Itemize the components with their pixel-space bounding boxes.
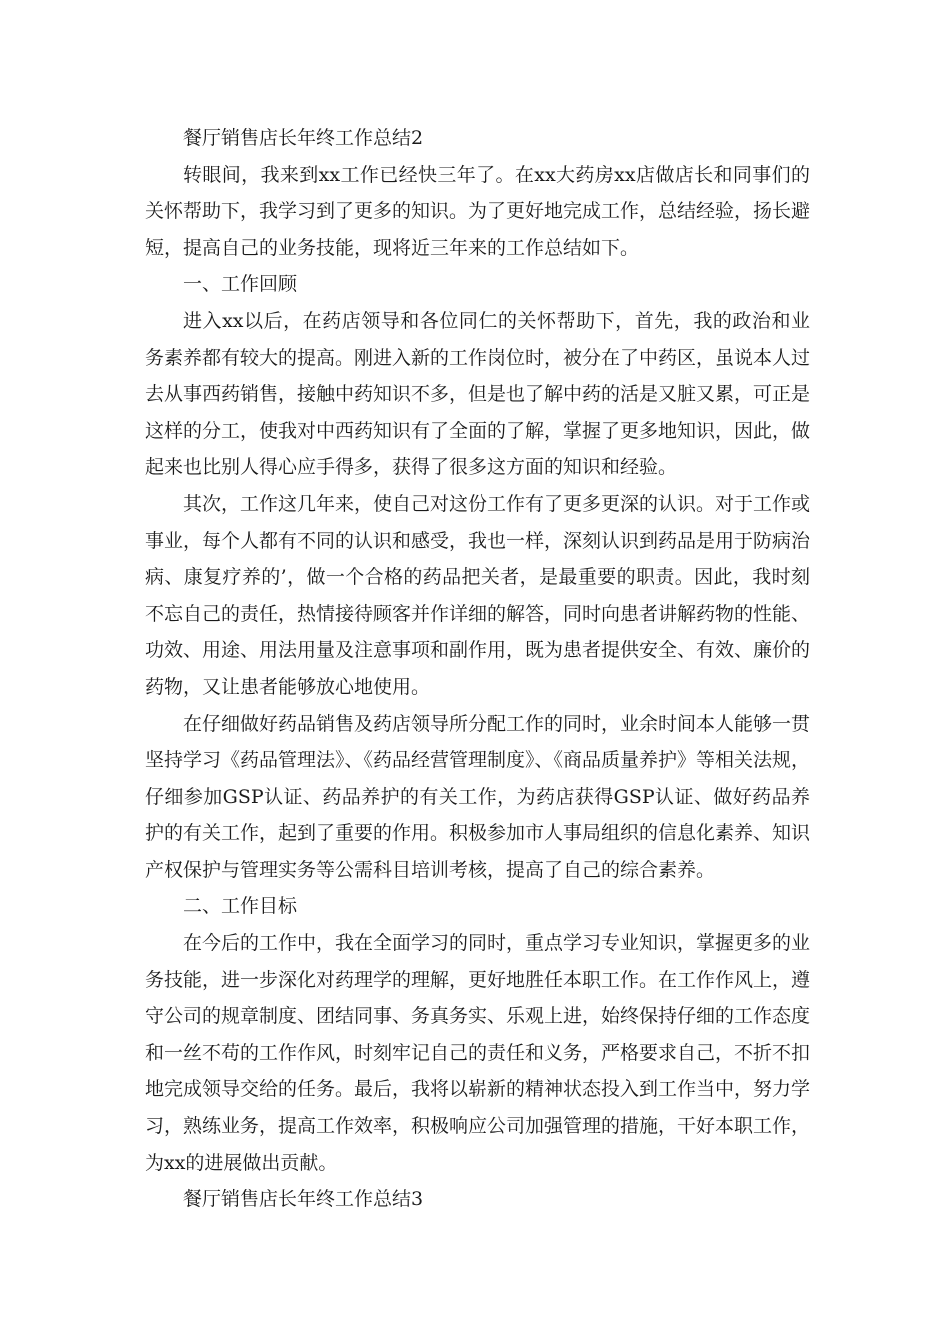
paragraph: 进入xx以后，在药店领导和各位同仁的关怀帮助下，首先，我的政治和业务素养都有较大的提高。刚进入新的工作岗位时，被分在了中药区，虽说本人过去从事西药销售，接触中药知识不多，但是也了解中药的活是又脏又累，可正是这样的分工，使我对中西药知识有了全面的了解，掌握了更多地知识，因此，做起来也比别人得心应手得多，获得了很多这方面的知识和经验。 (145, 309, 811, 479)
subsection-heading: 一、工作回顾 (183, 273, 298, 296)
paragraph: 转眼间，我来到xx工作已经快三年了。在xx大药房xx店做店长和同事们的关怀帮助下，我学习到了更多的知识。为了更好地完成工作，总结经验，扬长避短，提高自己的业务技能，现将近三年来的工作总结如下。 (145, 163, 811, 259)
paragraph: 在今后的工作中，我在全面学习的同时，重点学习专业知识，掌握更多的业务技能，进一步深化对药理学的理解，更好地胜任本职工作。在工作作风上，遵守公司的规章制度、团结同事、务真务实、乐观上进，始终保持仔细的工作态度和一丝不苟的工作作风，时刻牢记自己的责任和义务，严格要求自己，不折不扣地完成领导交给的任务。最后，我将以崭新的精神状态投入到工作当中，努力学习，熟练业务，提高工作效率，积极响应公司加强管理的措施，干好本职工作，为xx的进展做出贡献。 (145, 932, 811, 1174)
section-heading: 餐厅销售店长年终工作总结3 (183, 1188, 424, 1211)
section-heading: 餐厅销售店长年终工作总结2 (183, 127, 424, 149)
document-body (145, 120, 810, 1218)
subsection-heading: 二、工作目标 (183, 895, 298, 918)
paragraph: 在仔细做好药品销售及药店领导所分配工作的同时，业余时间本人能够一贯坚持学习《药品管理法》、《药品经营管理制度》、《商品质量养护》等相关法规，仔细参加GSP认证、药品养护的有关工作，为药店获得GSP认证、做好药品养护的有关工作，起到了重要的作用。积极参加市人事局组织的信息化素养、知识产权保护与管理实务等公需科目培训考核，提高了自己的综合素养。 (145, 712, 811, 881)
paragraph: 其次，工作这几年来，使自己对这份工作有了更多更深的认识。对于工作或事业，每个人都有不同的认识和感受，我也一样，深刻认识到药品是用于防病治病、康复疗养的’，做一个合格的药品把关者，是最重要的职责。因此，我时刻不忘自己的责任，热情接待顾客并作详细的解答，同时向患者讲解药物的性能、功效、用途、用法用量及注意事项和副作用，既为患者提供安全、有效、廉价的药物，又让患者能够放心地使用。 (145, 492, 811, 698)
